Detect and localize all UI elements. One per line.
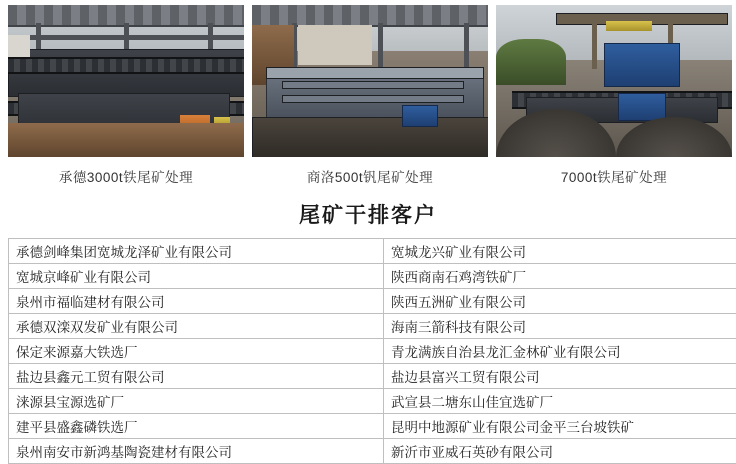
customer-name-right: 青龙满族自治县龙汇金林矿业有限公司 bbox=[384, 339, 736, 364]
photo-caption-1: 承德3000t铁尾矿处理 bbox=[8, 157, 244, 192]
table-row bbox=[9, 414, 736, 439]
customer-name-left: 泉州南安市新鸿基陶瓷建材有限公司 bbox=[9, 439, 384, 464]
customer-table-body bbox=[9, 239, 736, 464]
customer-name-left: 承德剑峰集团宽城龙泽矿业有限公司 bbox=[9, 239, 384, 264]
table-row bbox=[9, 339, 736, 364]
photo-image-3 bbox=[496, 5, 732, 157]
photo2-blue-motor bbox=[402, 105, 438, 127]
table-row bbox=[9, 439, 736, 464]
customer-name-left: 盐边县鑫元工贸有限公司 bbox=[9, 364, 384, 389]
photo-card-3 bbox=[496, 5, 732, 192]
table-row bbox=[9, 314, 736, 339]
photo2-roof bbox=[252, 5, 488, 27]
photo2-tank-bar-1 bbox=[282, 81, 464, 89]
table-row bbox=[9, 289, 736, 314]
photo2-backwall bbox=[298, 25, 372, 65]
customer-name-left: 承德双滦双发矿业有限公司 bbox=[9, 314, 384, 339]
table-row bbox=[9, 264, 736, 289]
photo1-beam-4 bbox=[8, 35, 244, 40]
customer-name-right: 昆明中地源矿业有限公司金平三台坡铁矿 bbox=[384, 414, 736, 439]
table-row bbox=[9, 239, 736, 264]
table-row bbox=[9, 364, 736, 389]
section-title: 尾矿干排客户 bbox=[0, 199, 736, 229]
customer-name-right: 海南三箭科技有限公司 bbox=[384, 314, 736, 339]
photo1-light-panel bbox=[8, 35, 30, 57]
customer-name-right: 武宣县二塘东山佳宜选矿厂 bbox=[384, 389, 736, 414]
customer-name-right: 陕西商南石鸡湾铁矿厂 bbox=[384, 264, 736, 289]
photo1-floor-strip bbox=[8, 123, 244, 157]
photo3-blue-machine bbox=[604, 43, 680, 87]
photo1-conveyor-belt bbox=[8, 57, 244, 74]
photo-caption-2: 商洛500t钒尾矿处理 bbox=[252, 157, 488, 192]
customer-name-right: 宽城龙兴矿业有限公司 bbox=[384, 239, 736, 264]
customer-name-left: 建平县盛鑫磷铁选厂 bbox=[9, 414, 384, 439]
customer-name-right: 陕西五洲矿业有限公司 bbox=[384, 289, 736, 314]
photo-image-1 bbox=[8, 5, 244, 157]
customer-name-left: 保定来源嘉大铁选厂 bbox=[9, 339, 384, 364]
customer-table-wrap bbox=[0, 238, 736, 464]
table-row bbox=[9, 389, 736, 414]
photo-card-2 bbox=[252, 5, 488, 192]
photo-image-2 bbox=[252, 5, 488, 157]
photo2-base bbox=[252, 117, 488, 157]
photo2-tank-bar-2 bbox=[282, 95, 464, 103]
customer-name-left: 泉州市福临建材有限公司 bbox=[9, 289, 384, 314]
customer-name-right: 新沂市亚威石英砂有限公司 bbox=[384, 439, 736, 464]
customer-name-left: 宽城京峰矿业有限公司 bbox=[9, 264, 384, 289]
photo-card-1 bbox=[8, 5, 244, 192]
photo2-tank-rail bbox=[266, 67, 484, 79]
customer-name-right: 盐边县富兴工贸有限公司 bbox=[384, 364, 736, 389]
photo-caption-3: 7000t铁尾矿处理 bbox=[496, 157, 732, 192]
photo3-post-1 bbox=[592, 15, 597, 69]
customer-table bbox=[8, 238, 736, 464]
photo3-blue-motor bbox=[618, 93, 666, 121]
photo-gallery bbox=[0, 0, 736, 192]
photo3-tree bbox=[496, 39, 566, 85]
photo3-yellow-bar bbox=[606, 21, 652, 31]
customer-name-left: 涞源县宝源选矿厂 bbox=[9, 389, 384, 414]
